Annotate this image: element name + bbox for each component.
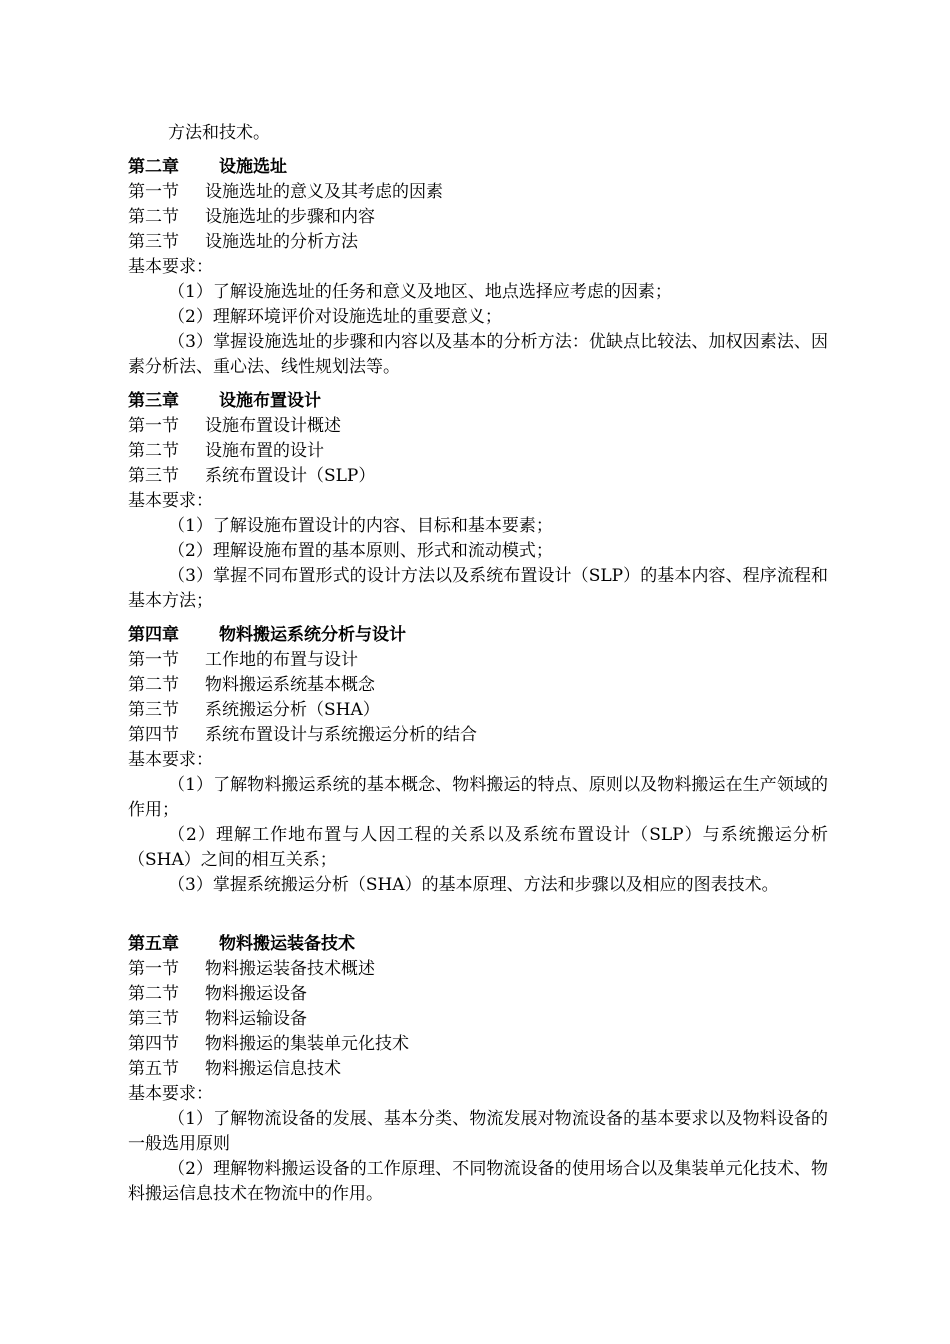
chapter-2 — [128, 155, 828, 380]
section-label: 第三节 — [128, 1009, 179, 1029]
document-body — [128, 121, 828, 1207]
section-line — [128, 230, 828, 255]
requirement-item: （1）了解物料搬运系统的基本概念、物料搬运的特点、原则以及物料搬运在生产领域的作用； — [128, 775, 828, 820]
section-title: 工作地的布置与设计 — [205, 650, 358, 670]
section-label: 第一节 — [128, 959, 179, 979]
section-line — [128, 1032, 828, 1057]
chapter-title: 设施布置设计 — [219, 391, 321, 411]
section-label: 第四节 — [128, 1034, 179, 1054]
requirement-item: （3）掌握设施选址的步骤和内容以及基本的分析方法：优缺点比较法、加权因素法、因素分析法、重心法、线性规划法等。 — [128, 332, 828, 377]
section-title: 物料搬运系统基本概念 — [205, 675, 375, 695]
section-label: 第二节 — [128, 207, 179, 227]
requirement-item: （3）掌握不同布置形式的设计方法以及系统布置设计（SLP）的基本内容、程序流程和基本方法； — [128, 566, 828, 611]
section-line — [128, 673, 828, 698]
requirements-label: 基本要求： — [128, 257, 213, 277]
section-label: 第二节 — [128, 441, 179, 461]
chapter-title: 物料搬运系统分析与设计 — [219, 625, 406, 645]
chapter-label: 第二章 — [128, 157, 179, 177]
chapter-label: 第三章 — [128, 391, 179, 411]
chapter-label: 第五章 — [128, 934, 179, 954]
chapter-heading — [128, 623, 828, 648]
chapter-heading — [128, 932, 828, 957]
section-label: 第二节 — [128, 984, 179, 1004]
section-line — [128, 1007, 828, 1032]
section-line — [128, 957, 828, 982]
section-title: 物料搬运装备技术概述 — [205, 959, 375, 979]
requirement-item: （1）了解设施选址的任务和意义及地区、地点选择应考虑的因素； — [168, 282, 672, 302]
section-title: 设施选址的步骤和内容 — [205, 207, 375, 227]
section-label: 第五节 — [128, 1059, 179, 1079]
section-title: 设施选址的分析方法 — [205, 232, 358, 252]
section-label: 第三节 — [128, 466, 179, 486]
section-title: 系统布置设计（SLP） — [205, 466, 376, 486]
requirement-item: （2）理解工作地布置与人因工程的关系以及系统布置设计（SLP）与系统搬运分析（SHA）之间的相互关系； — [128, 825, 828, 870]
section-title: 物料搬运信息技术 — [205, 1059, 341, 1079]
section-label: 第一节 — [128, 416, 179, 436]
section-line — [128, 205, 828, 230]
section-line — [128, 464, 828, 489]
section-title: 设施布置的设计 — [205, 441, 324, 461]
section-title: 设施布置设计概述 — [205, 416, 341, 436]
chapter-5 — [128, 932, 828, 1207]
section-title: 物料运输设备 — [205, 1009, 307, 1029]
section-line — [128, 723, 828, 748]
requirements-label: 基本要求： — [128, 750, 213, 770]
section-label: 第三节 — [128, 700, 179, 720]
section-label: 第四节 — [128, 725, 179, 745]
section-label: 第二节 — [128, 675, 179, 695]
chapter-title: 物料搬运装备技术 — [219, 934, 355, 954]
requirements-label: 基本要求： — [128, 491, 213, 511]
section-title: 系统搬运分析（SHA） — [205, 700, 380, 720]
requirement-item: （3）掌握系统搬运分析（SHA）的基本原理、方法和步骤以及相应的图表技术。 — [168, 875, 779, 895]
section-title: 系统布置设计与系统搬运分析的结合 — [205, 725, 477, 745]
chapter-4 — [128, 623, 828, 898]
chapter-heading — [128, 155, 828, 180]
section-title: 设施选址的意义及其考虑的因素 — [205, 182, 443, 202]
requirement-item: （1）了解物流设备的发展、基本分类、物流发展对物流设备的基本要求以及物料设备的一般选用原则 — [128, 1109, 828, 1154]
section-title: 物料搬运的集装单元化技术 — [205, 1034, 409, 1054]
section-line — [128, 982, 828, 1007]
requirement-item: （2）理解设施布置的基本原则、形式和流动模式； — [168, 541, 553, 561]
chapter-title: 设施选址 — [219, 157, 287, 177]
requirement-item: （2）理解环境评价对设施选址的重要意义； — [168, 307, 502, 327]
section-line — [128, 698, 828, 723]
section-label: 第一节 — [128, 650, 179, 670]
intro-tail: 方法和技术。 — [168, 123, 270, 143]
section-label: 第三节 — [128, 232, 179, 252]
section-line — [128, 180, 828, 205]
chapter-3 — [128, 389, 828, 614]
requirement-item: （2）理解物料搬运设备的工作原理、不同物流设备的使用场合以及集装单元化技术、物料搬运信息技术在物流中的作用。 — [128, 1159, 828, 1204]
chapter-label: 第四章 — [128, 625, 179, 645]
section-line — [128, 414, 828, 439]
section-line — [128, 648, 828, 673]
section-line — [128, 439, 828, 464]
requirement-item: （1）了解设施布置设计的内容、目标和基本要素； — [168, 516, 553, 536]
section-line — [128, 1057, 828, 1082]
requirements-label: 基本要求： — [128, 1084, 213, 1104]
chapter-heading — [128, 389, 828, 414]
section-label: 第一节 — [128, 182, 179, 202]
section-title: 物料搬运设备 — [205, 984, 307, 1004]
